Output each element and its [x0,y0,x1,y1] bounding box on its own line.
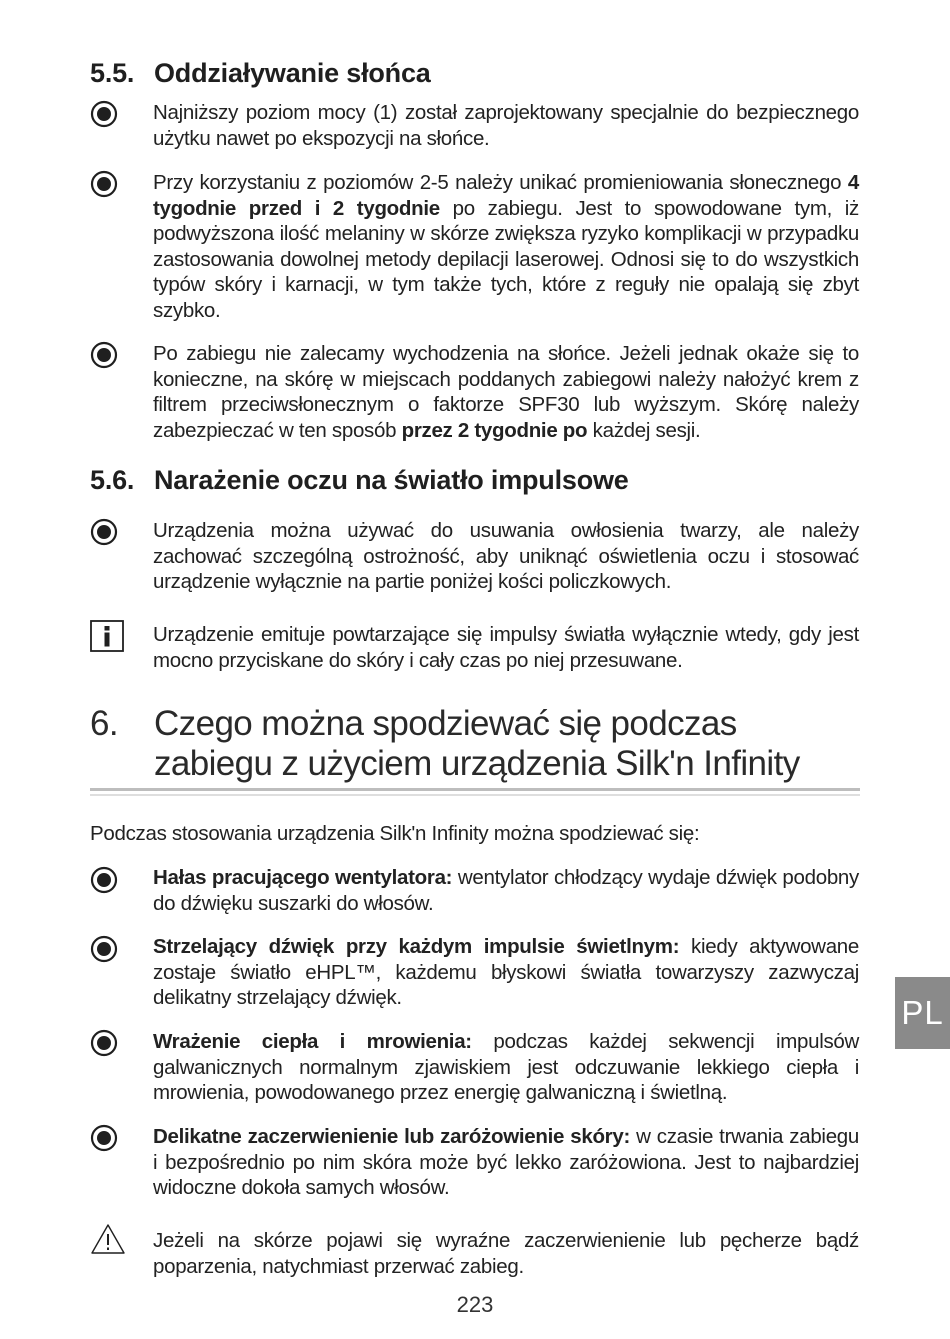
item-text [153,934,859,1011]
item-text-emphasis: Strzelający dźwięk przy każdym impulsie świetlnym: [153,935,680,958]
list-item [153,865,859,916]
item-text [153,1228,859,1279]
item-text-emphasis: przez 2 tygodnie po [401,418,588,442]
list-item [153,934,859,1011]
item-text-emphasis: Hałas pracującego wentylatora: [153,866,453,889]
list-item [153,1124,859,1201]
item-text-part: Urządzenie emituje powtarzające się impulsy światła wyłącznie wtedy, gdy jest mocno przyciskane do skóry i cały czas po niej przesuwane. [153,623,859,672]
list-item [153,341,859,443]
target-bullet-icon [90,1124,118,1152]
item-text [153,865,859,916]
list-item [153,622,859,673]
target-bullet-icon [90,170,118,198]
item-text-part: Urządzenia można używać do usuwania owłosienia twarzy, ale należy zachować szczególną ostrożność, aby uniknąć oświetlenia oczu i stosować urządzenie wyłącznie na partie poniżej kości policzkowych. [153,519,859,593]
target-bullet-icon [90,866,118,894]
item-text [153,622,859,673]
heading-rule [90,788,860,791]
target-bullet-icon [90,518,118,546]
item-text [153,1124,859,1201]
item-text-part: Najniższy poziom mocy (1) został zaprojektowany specjalnie do bezpiecznego użytku nawet po ekspozycji na słońce. [153,101,859,150]
item-text [153,341,859,443]
section-title: Narażenie oczu na światło impulsowe [154,465,629,495]
list-item [153,1029,859,1106]
item-text-part: w czasie trwania zabiegu i bezpośrednio po nim skóra może być lekko zaróżowiona. Jest to najbardziej widoczne dokoła samych włosów. [153,1125,859,1199]
warning-triangle-icon [90,1223,126,1255]
chapter-title: Czego można spodziewać się podczas zabiegu z użyciem urządzenia Silk'n Infinity [154,704,800,783]
section-5-6-heading [90,465,629,496]
target-bullet-icon [90,1029,118,1057]
section-number: 5.6. [90,465,135,495]
item-text-emphasis: Wrażenie ciepła i mrowienia: [153,1030,472,1053]
item-text-part: Przy korzystaniu z poziomów 2-5 należy unikać promieniowania słonecznego [153,171,848,194]
list-item [153,518,859,595]
item-text-part: podczas każdej sekwencji impulsów galwanicznych normalnym zjawiskiem jest odczuwanie lekkiego ciepła i mrowienia, powodowanego przez energię galwaniczną i świetlną. [153,1030,860,1104]
section-number: 5.5. [90,58,135,88]
page-number: 223 [456,1292,494,1317]
item-text-part: po zabiegu. Jest to spowodowane tym, iż podwyższona ilość melaniny w skórze zwiększa ryzyko komplikacji w przypadku zastosowania dowolnej metody depilacji laserowej. Odnosi się to do wszystkich typów skóry i karnacji, w tym także tych, które z reguły nie opalają się zbyt szybko. [153,196,859,322]
item-text-emphasis: Delikatne zaczerwienienie lub zaróżowienie skóry: [153,1125,630,1148]
item-text-part: Po zabiegu nie zalecamy wychodzenia na słońce. Jeżeli jednak okaże się to konieczne, na skórę w miejscach poddanych zabiegowi należy nałożyć krem z filtrem przeciwsłonecznym o faktorze SPF30 lub wyższym. Skórę należy zabezpieczać w ten sposób [153,342,859,442]
target-bullet-icon [90,341,118,369]
language-tab: PL [895,977,950,1049]
section-5-5-heading [90,58,431,89]
item-text-emphasis: 4 tygodnie przed i 2 tygodnie [153,171,859,220]
list-item [153,1228,859,1279]
item-text-part: kiedy aktywowane zostaje światło eHPL™, każdemu błyskowi światła towarzyszy zazwyczaj delikatny strzelający dźwięk. [153,935,859,1009]
chapter-number: 6. [90,704,118,743]
item-text-part: każdej sesji. [587,418,701,442]
item-text [153,518,859,595]
item-text-part: Jeżeli na skórze pojawi się wyraźne zaczerwienienie lub pęcherze bądź poparzenia, natychmiast przerwać zabieg. [153,1229,859,1278]
info-icon [90,620,124,652]
chapter-6-heading [90,704,860,784]
item-text [153,1029,859,1106]
target-bullet-icon [90,100,118,128]
item-text [153,100,859,151]
list-item [153,100,859,151]
item-text [153,170,859,323]
item-text-part: wentylator chłodzący wydaje dźwięk podobny do dźwięku suszarki do włosów. [153,866,859,915]
target-bullet-icon [90,935,118,963]
chapter-intro: Podczas stosowania urządzenia Silk'n Infinity można spodziewać się: [90,822,700,845]
list-item [153,170,859,323]
heading-rule [90,794,860,796]
section-title: Oddziaływanie słońca [154,58,431,88]
